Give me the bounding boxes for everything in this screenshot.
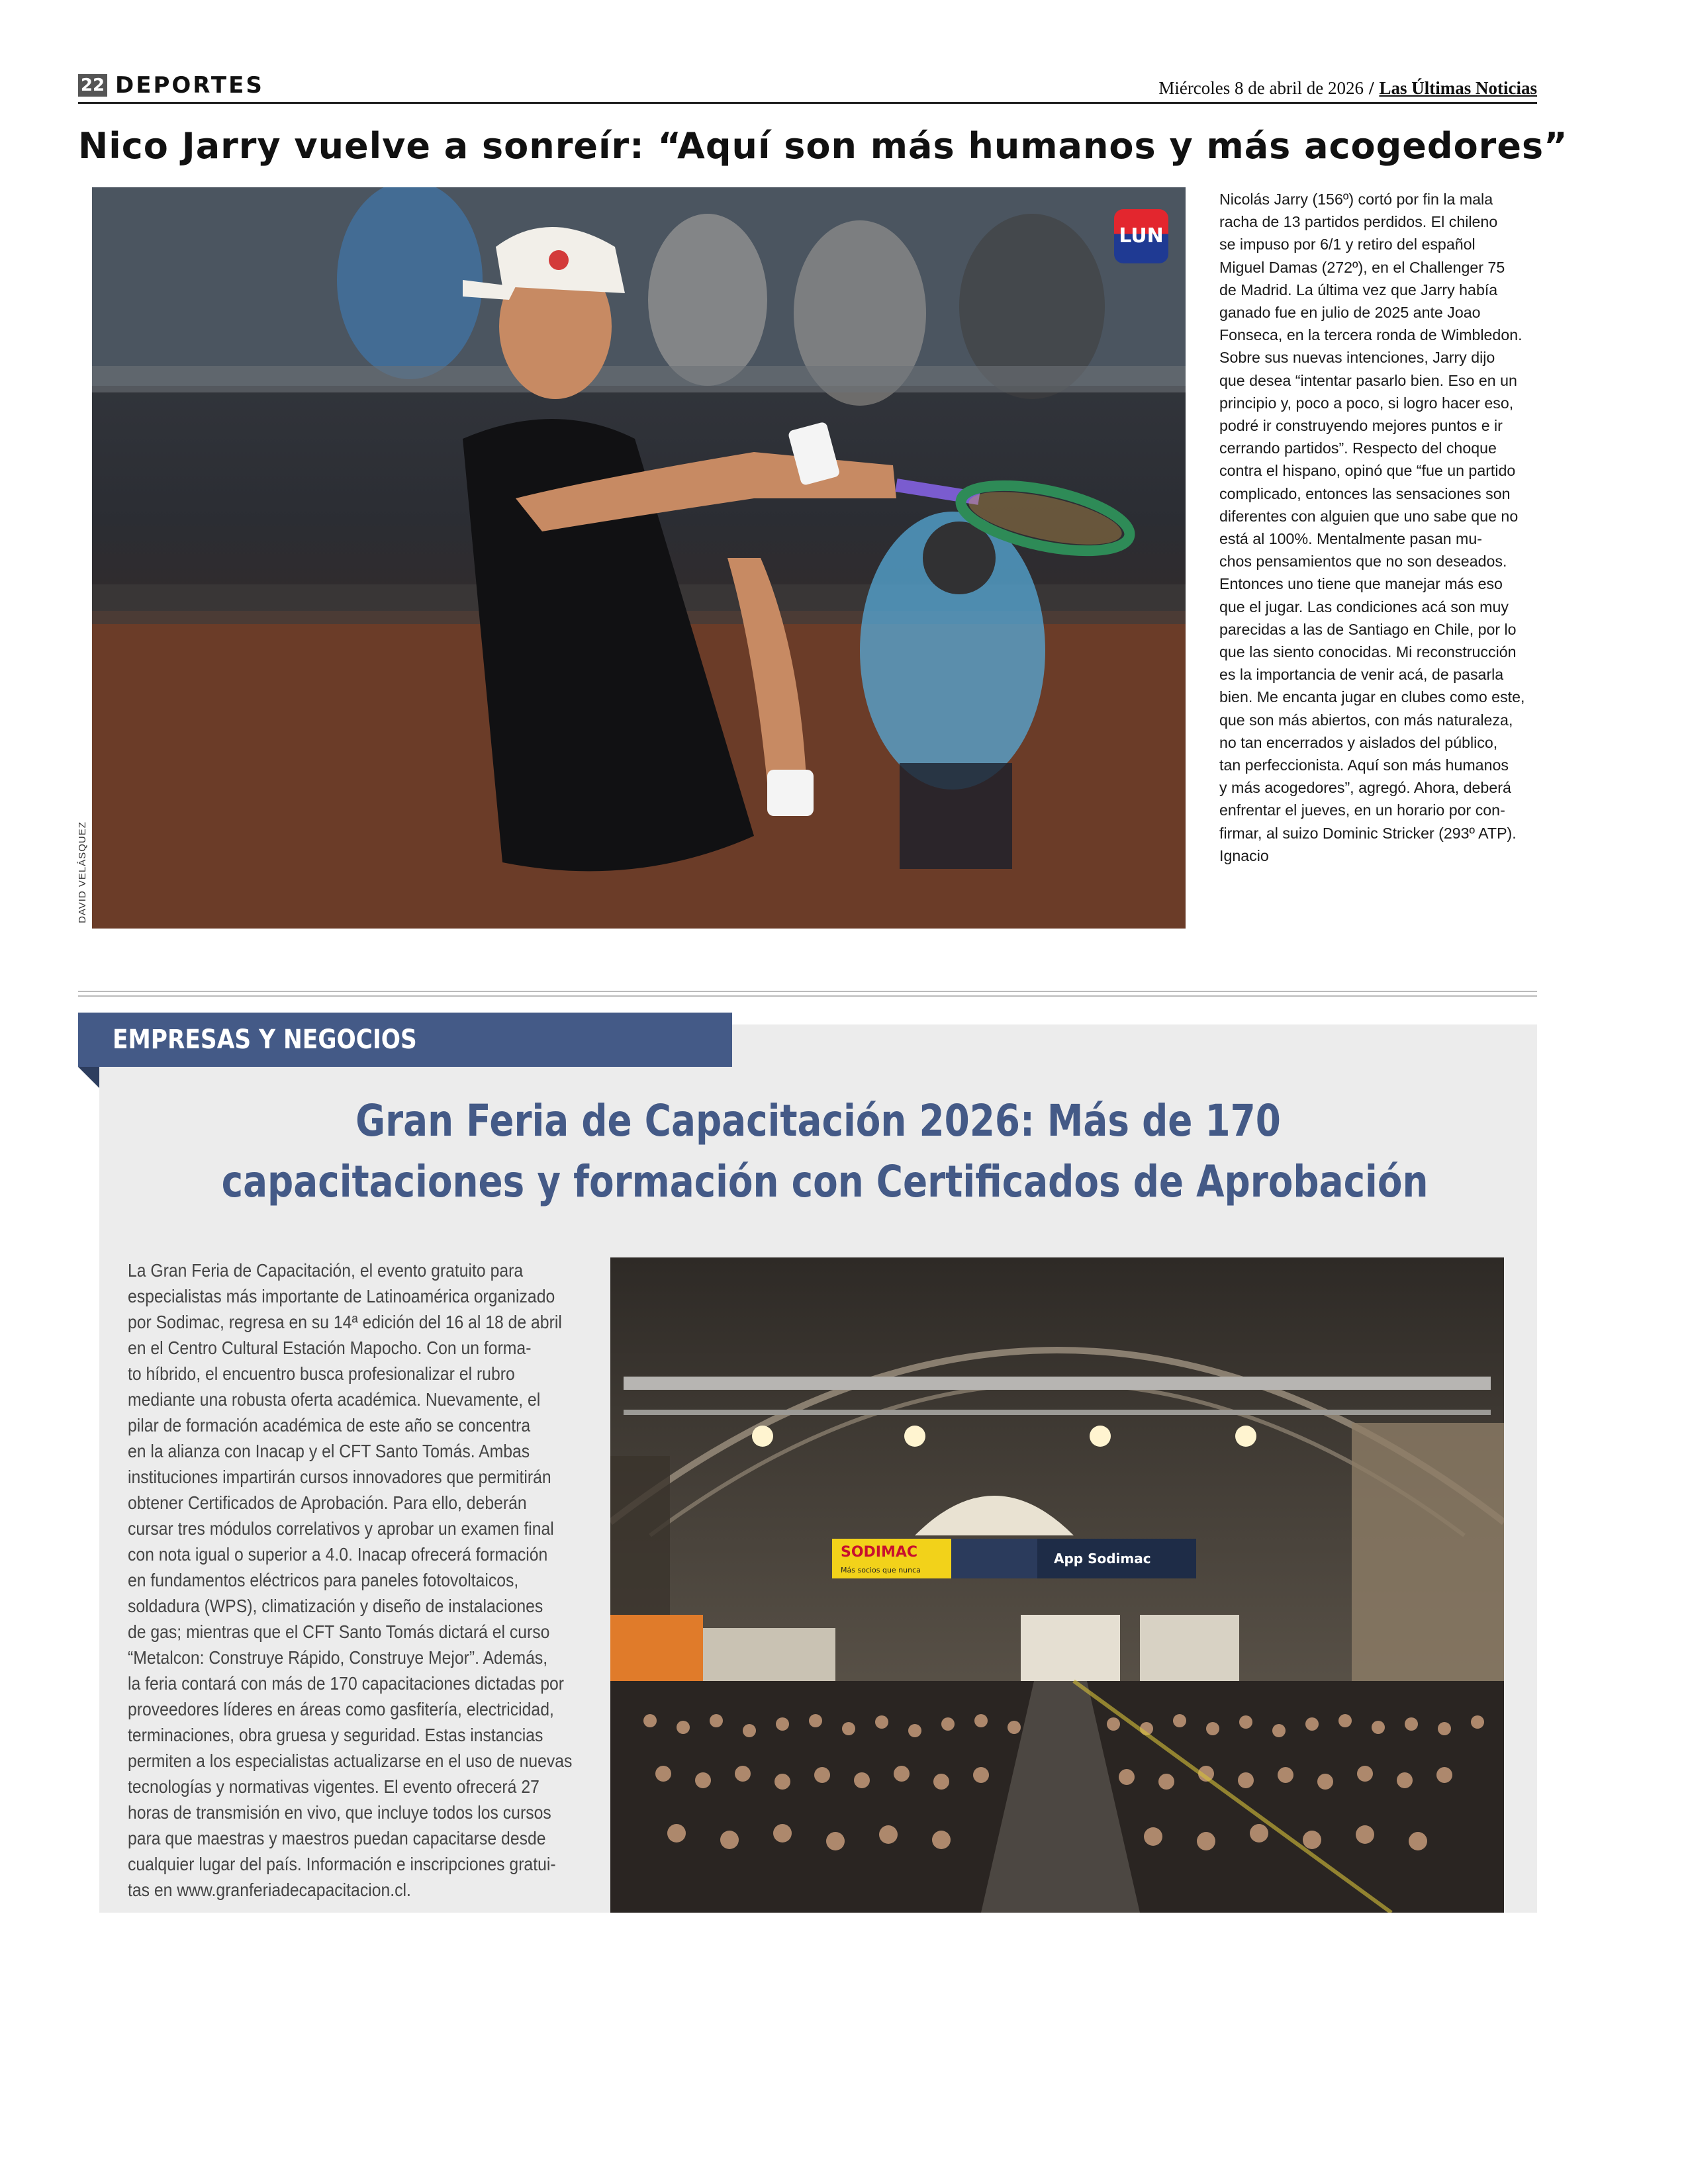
article2-headline-line: capacitaciones y formación con Certificados de Aprobación [221,1156,1429,1207]
page-header [78,71,1537,104]
article1-line: cerrando partidos”. Respecto del choque [1219,439,1497,457]
article1-line: está al 100%. Mentalmente pasan mu- [1219,530,1482,548]
article2-line: para que maestras y maestros puedan capacitarse desde [128,1828,546,1848]
article2-line: instituciones impartirán cursos innovadores que permitirán [128,1467,551,1487]
lun-logo-badge: LUN [1114,209,1168,263]
article1-line: Fonseca, en la tercera ronda de Wimbledon. [1219,326,1523,344]
article2-line: cualquier lugar del país. Información e inscripciones gratui- [128,1854,556,1874]
article2-line: mediante una robusta oferta académica. Nuevamente, el [128,1389,541,1410]
article1-line: y más acogedores”, agregó. Ahora, deberá [1219,779,1511,797]
article2-line: proveedores líderes en áreas como gasfitería, electricidad, [128,1699,554,1719]
fair-crowd-photo [610,1257,1504,1913]
article2-line: horas de transmisión en vivo, que incluye todos los cursos [128,1802,551,1823]
section-title: DEPORTES [115,72,264,99]
issue-date: Miércoles 8 de abril de 2026 [1158,78,1364,98]
sodimac-sign: SODIMAC [841,1544,918,1561]
section-tab-fold [78,1067,99,1088]
article1-line: ganado fue en julio de 2025 ante Joao [1219,304,1481,322]
article2-line: especialistas más importante de Latinoamérica organizado [128,1286,555,1306]
article1-line: diferentes con alguien que uno sabe que no [1219,507,1519,525]
article2-line: “Metalcon: Construye Rápido, Construye Mejor”. Además, [128,1647,548,1668]
article1-line: principio y, poco a poco, si logro hacer eso, [1219,394,1514,412]
article1-headline: Nico Jarry vuelve a sonreír: “Aquí son más humanos y más acogedores” [78,125,1568,167]
article1-line: Ignacio [1219,846,1269,864]
article1-line: chos pensamientos que no son deseados. [1219,553,1507,570]
section-tab-label: EMPRESAS Y NEGOCIOS [113,1024,417,1055]
article1-line: parecidas a las de Santiago en Chile, por lo [1219,620,1517,638]
article2-line: con nota igual o superior a 4.0. Inacap ofrecerá formación [128,1544,548,1565]
fair-hall-illustration [610,1257,1504,1913]
article2-body [128,1257,599,1903]
article1-line: que desea “intentar pasarlo bien. Eso en un [1219,371,1517,389]
article1-line: bien. Me encanta jugar en clubes como este, [1219,688,1525,706]
article1-line: racha de 13 partidos perdidos. El chileno [1219,213,1498,231]
newspaper-name: Las Últimas Noticias [1379,78,1537,98]
dateline [1158,77,1537,99]
article1-line: contra el hispano, opinó que “fue un partido [1219,462,1516,480]
article2-line: en la alianza con Inacap y el CFT Santo Tomás. Ambas [128,1441,530,1461]
article2-line: permiten a los especialistas actualizarse en el uso de nuevas [128,1751,573,1771]
article2-line: tas en www.granferiadecapacitacion.cl. [128,1880,411,1900]
app-sodimac-sign: App Sodimac [1054,1551,1151,1567]
article2-line: pilar de formación académica de este año se concentra [128,1415,531,1435]
article1-body [1219,188,1530,867]
article2-line: la feria contará con más de 170 capacitaciones dictadas por [128,1673,565,1694]
article2-line: en fundamentos eléctricos para paneles fotovoltaicos, [128,1570,519,1590]
page-number: 22 [78,74,107,97]
article1-line: Entonces uno tiene que manejar más eso [1219,575,1503,593]
article1-line: tan perfeccionista. Aquí son más humanos [1219,756,1509,774]
article1-line: de Madrid. La última vez que Jarry había [1219,281,1498,298]
section-divider [78,995,1537,997]
article1-line: no tan encerrados y aislados del público, [1219,733,1498,751]
article1-line: enfrentar el jueves, en un horario por con- [1219,801,1505,819]
article1-line: se impuso por 6/1 y retiro del español [1219,236,1476,253]
article2-line: terminaciones, obra gruesa y seguridad. Estas instancias [128,1725,543,1745]
section-divider [78,991,1537,992]
article1-line: es la importancia de venir acá, de pasarla [1219,666,1504,684]
article2-line: por Sodimac, regresa en su 14ª edición del 16 al 18 de abril [128,1312,562,1332]
sodimac-tagline: Más socios que nunca [841,1566,921,1574]
dateline-separator: / [1368,78,1374,98]
article2-headline-line: Gran Feria de Capacitación 2026: Más de 170 [355,1095,1281,1146]
article1-line: que el jugar. Las condiciones acá son muy [1219,598,1509,615]
tennis-player-illustration [92,187,1186,929]
article1-line: que son más abiertos, con más naturaleza, [1219,711,1513,729]
article2-line: en el Centro Cultural Estación Mapocho. Con un forma- [128,1338,532,1358]
article1-line: Miguel Damas (272º), en el Challenger 75 [1219,258,1505,276]
article2-line: de gas; mientras que el CFT Santo Tomás dictará el curso [128,1621,550,1642]
article1-line: firmar, al suizo Dominic Stricker (293º ATP). [1219,824,1517,842]
article2-line: La Gran Feria de Capacitación, el evento gratuito para [128,1260,524,1281]
tennis-player-photo [92,187,1186,929]
article2-line: cursar tres módulos correlativos y aprobar un examen final [128,1518,554,1539]
article2-line: to híbrido, el encuentro busca profesionalizar el rubro [128,1363,515,1384]
photo-credit: DAVID VELÁSQUEZ [77,821,88,923]
article1-line: Sobre sus nuevas intenciones, Jarry dijo [1219,349,1495,367]
article1-line: Nicolás Jarry (156º) cortó por fin la mala [1219,191,1493,208]
article2-line: obtener Certificados de Aprobación. Para ello, deberán [128,1492,527,1513]
article1-line: que las siento conocidas. Mi reconstrucción [1219,643,1517,661]
article2-line: soldadura (WPS), climatización y diseño de instalaciones [128,1596,543,1616]
article1-line: complicado, entonces las sensaciones son [1219,484,1511,502]
article2-headline [99,1091,1537,1212]
article1-line: podré ir construyendo mejores puntos e ir [1219,417,1503,435]
article2-line: tecnologías y normativas vigentes. El evento ofrecerá 27 [128,1776,539,1797]
